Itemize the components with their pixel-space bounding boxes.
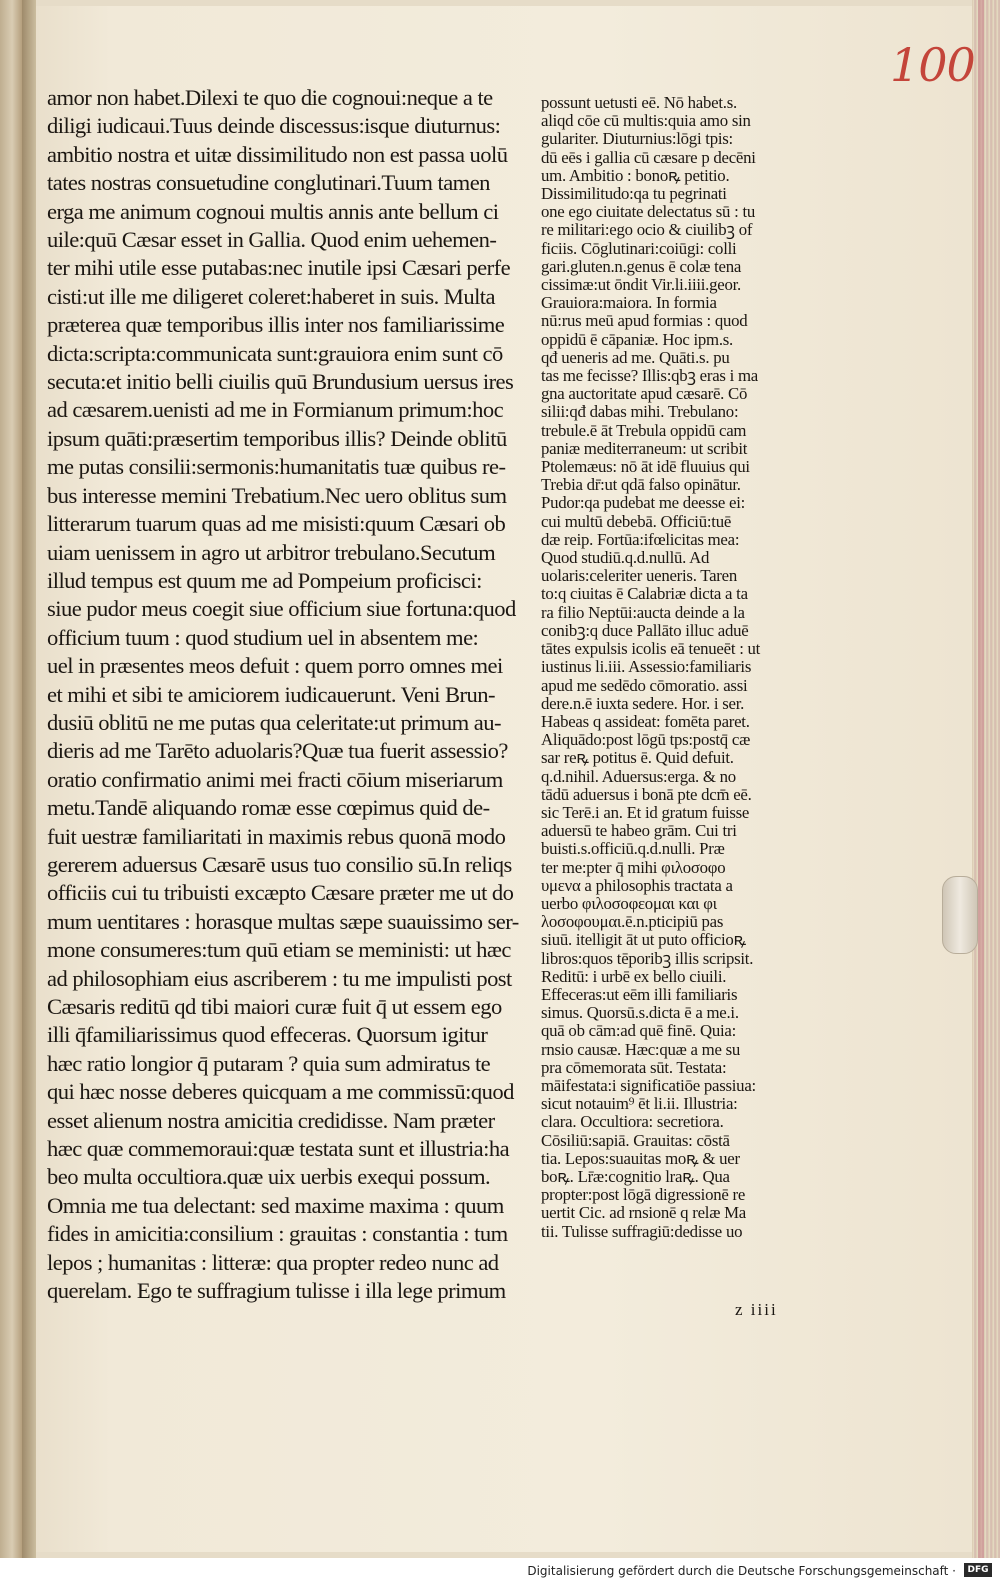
commentary-line: tas me fecisse? Illis:qbꝫ eras i ma [541,366,758,386]
main-text-line: metu.Tandē aliquando romæ esse cœpimus quid de- [47,795,490,821]
commentary-line: nū:rus meū apud formias : quod [541,311,748,331]
commentary-line: gulariter. Diuturnius:lōgi tpis: [541,129,733,149]
main-text-line: me putas consilii:sermonis:humanitatis tuæ quibus re- [47,454,506,480]
main-text-line: ter mihi utile esse putabas:nec inutile ipsi Cæsari perfe [47,255,511,281]
commentary-column [541,94,953,1241]
commentary-line: aliqd cōe cū multis:quia amo sin [541,111,751,131]
commentary-line: siuū. itelligit āt ut puto officioꝶ [541,930,746,950]
commentary-line: qđ ueneris ad me. Quāti.s. pu [541,347,730,367]
main-text-line: mone consumeres:tum quū etiam se meministi: ut hæc [47,937,511,963]
main-text-line: querelam. Ego te suffragium tulisse i illa lege primum [47,1278,506,1304]
main-text-line: qui hæc nosse deberes quicquam a me commissū:quod [47,1079,514,1105]
main-text-line: uiam uenissem in agro ut arbitror trebulano.Secutum [47,539,496,565]
main-text-line: illud tempus est quum me ad Pompeium proficisci: [47,567,482,593]
commentary-line: uertit Cic. ad rnsionē q relæ Ma [541,1203,746,1223]
main-text-line: præterea quæ temporibus illis inter nos familiarissime [47,312,505,338]
commentary-line: uolaris:celeriter ueneris. Taren [541,566,737,586]
commentary-line: propter:post lōgā digressionē re [541,1185,746,1205]
main-text-column [47,84,527,1305]
main-text-line: lepos ; humanitas : litteræ: qua propter redeo nunc ad [47,1249,499,1275]
main-text-line: ipsum quāti:præsertim temporibus illis? Deinde oblitū [47,425,507,451]
commentary-line: gari.gluten.n.genus ē colæ tena [541,256,742,276]
main-text-line: hæc quæ commemoraui:quæ testata sunt et illustria:ha [47,1136,510,1162]
main-text-line: ambitio nostra et uitæ dissimilitudo non est passa uolū [47,141,508,167]
main-text-line: erga me animum cognoui multis annis ante bellum ci [47,198,499,224]
main-text-line: ad cæsarem.uenisti ad me in Formianum primum:hoc [47,397,504,423]
commentary-line: boꝶ. Lr̄æ:cognitio lraꝶ. Qua [541,1166,730,1186]
commentary-line: ter me:pter q̄ mihi φιλοσοφο [541,857,726,877]
main-text-line: fuit uestræ familiaritati in maximis rebus quonā modo [47,823,506,849]
commentary-line: υμενα a philosophis tractata a [541,875,733,895]
commentary-line: one ego ciuitate delectatus sū : tu [541,202,755,222]
commentary-line: Aliquādo:post lōgū tps:postq̄ cæ [541,730,751,750]
footer-bar [0,1558,1000,1585]
folio-number: 100 [890,38,975,92]
commentary-line: tii. Tulisse suffragiū:dedisse uo [541,1221,743,1241]
main-text-line: esset alienum nostra amicitia credidisse. Nam præter [47,1107,495,1133]
commentary-line: Dissimilitudo:qa tu pegrinati [541,184,727,204]
commentary-line: ficiis. Cōglutinari:coiūgi: colli [541,238,737,258]
commentary-line: buisti.s.officiū.q.d.nulli. Præ [541,839,725,859]
main-text-line: bus interesse memini Trebatium.Nec uero oblitus sum [47,482,507,508]
commentary-line: trebule.ē āt Trebula oppidū cam [541,420,747,440]
signature-mark: z iiii [735,1300,778,1319]
commentary-line: tātes expulsis icolis eā tenueēt : ut [541,639,761,659]
commentary-line: iustinus li.iii. Assessio:familiaris [541,657,752,677]
main-text-line: Omnia me tua delectant: sed maxime maxima : quum [47,1192,504,1218]
red-edge-stain [978,0,984,1558]
main-text-line: dusiū oblitū ne me putas qua celeritate:ut primum au- [47,709,501,735]
commentary-line: Cōsiliū:sapiā. Grauitas: cōstā [541,1130,730,1150]
commentary-line: simus. Quorsū.s.dicta ē a me.i. [541,1003,739,1023]
main-text-line: oratio confirmatio animi mei fracti cōium miseriarum [47,766,503,792]
commentary-line: gna auctoritate apud cæsarē. Cō [541,384,748,404]
main-text-line: siue pudor meus coegit siue officium siue fortuna:quod [47,596,516,622]
commentary-line: oppidū ē cāpaniæ. Hoc ipm.s. [541,329,734,349]
main-text-line: gererem aduersus Cæsarē usus tuo consilio sū.In reliqs [47,851,512,877]
main-text-line: tates nostras consuetudine conglutinari.Tuum tamen [47,170,490,196]
left-page-edge [0,0,22,1558]
commentary-line: quā ob cām:ad quē finē. Quia: [541,1021,736,1041]
commentary-line: λοσοφουμαι.ē.n.pticipiū pas [541,912,724,932]
main-text-line: diligi iudicaui.Tuus deinde discessus:isque diuturnus: [47,113,501,139]
main-text-line: amor non habet.Dilexi te quo die cognoui:neque a te [47,85,493,110]
commentary-line: tia. Lepos:suauitas moꝶ & uer [541,1148,740,1168]
commentary-line: dere.n.ē iuxta sedere. Hor. i ser. [541,693,745,713]
main-text-line: beo multa occultiora.quæ uix uerbis exequi possum. [47,1164,491,1190]
commentary-line: conibꝫ:q duce Pallāto illuc aduē [541,620,749,640]
page-fore-edge [972,0,1000,1558]
main-text-line: cisti:ut ille me diligeret coleret:haberet in suis. Multa [47,283,496,309]
commentary-line: paniæ mediterraneum: ut scribit [541,438,748,458]
commentary-line: rnsio causæ. Hæc:quæ a me su [541,1039,741,1059]
main-text-line: Cæsaris reditū qd tibi maiori curæ fuit q̄ ut essem ego [47,994,502,1019]
commentary-line: clara. Occultiora: secretiora. [541,1112,724,1132]
commentary-line: dæ reip. Fortūa:ifœlicitas mea: [541,529,740,549]
commentary-line: tādū aduersus i bonā pte dcm̄ eē. [541,784,752,804]
main-text-line: ad philosophiam eius ascriberem : tu me impulisti post [47,965,512,991]
commentary-line: q.d.nihil. Aduersus:erga. & no [541,766,736,786]
main-text-line: hæc ratio longior q̄ putaram ? quia sum admiratus te [47,1050,491,1076]
main-text-line: uile:quū Cæsar esset in Gallia. Quod enim uehemen- [47,227,497,253]
commentary-line: sar reꝶ potitus ē. Quid defuit. [541,748,734,768]
commentary-line: Trebia dr̄:ut qdā falso opinātur. [541,475,741,495]
commentary-line: Effeceras:ut eēm illi familiaris [541,984,738,1004]
commentary-line: uerbo φιλοσοφεομαι και φι [541,893,717,913]
commentary-line: Pudor:qa pudebat me deesse ei: [541,493,746,513]
commentary-line: aduersū te habeo grām. Cui tri [541,821,737,841]
commentary-line: ra filio Neptūi:aucta deinde a la [541,602,745,622]
main-text-line: dicta:scripta:communicata sunt:grauiora enim sunt cō [47,340,503,366]
dfg-logo: DFG [964,1563,992,1577]
commentary-line: possunt uetusti eē. Nō habet.s. [541,93,737,112]
commentary-line: silii:qđ dabas mihi. Trebulano: [541,402,739,422]
main-text-line: officium tuum : quod studium uel in absentem me: [47,624,479,650]
main-text-line: fides in amicitia:consilium : grauitas : constantia : tum [47,1221,508,1247]
commentary-line: cui multū debebā. Officiū:tuē [541,511,732,531]
commentary-line: Reditū: i urbē ex bello ciuili. [541,966,727,986]
main-text-line: illi q̄familiarissimus quod effeceras. Quorsum igitur [47,1022,488,1048]
commentary-line: Ptolemæus: nō āt idē fluuius qui [541,457,750,477]
main-text-line: litterarum tuarum quas ad me misisti:quum Cæsari ob [47,511,506,537]
commentary-line: Habeas q assideat: fomēta paret. [541,711,750,731]
binding-gutter [22,0,36,1558]
commentary-line: Quod studiū.q.d.nullū. Ad [541,548,710,568]
commentary-line: re militari:ego ocio & ciuilibꝫ of [541,220,753,240]
main-text-line: officiis cui tu tribuisti excæpto Cæsare præter me ut do [47,880,514,906]
main-text-line: secuta:et initio belli ciuilis quū Brundusium uersus ires [47,369,514,395]
main-text-line: uel in præsentes meos defuit : quem porro omnes mei [47,653,503,679]
commentary-line: dū eēs i gallia cū cæsare p decēni [541,147,756,167]
commentary-line: cissimæ:ut ōndit Vir.li.iiii.geor. [541,275,741,295]
commentary-line: pra cōmemorata sūt. Testata: [541,1057,727,1077]
commentary-line: sic Terē.i an. Et id gratum fuisse [541,802,750,822]
commentary-line: sicut notauim⁹ ēt li.ii. Illustria: [541,1094,738,1114]
commentary-line: māifestata:i significatiōe passiua: [541,1075,756,1095]
footer-credit: Digitalisierung gefördert durch die Deutsche Forschungsgemeinschaft · [527,1564,956,1578]
commentary-line: to:q ciuitas ē Calabriæ dicta a ta [541,584,748,604]
main-text-line: mum uentitares : horasque multas sæpe suauissimo ser- [47,908,519,934]
commentary-line: apud me sedēdo cōmoratio. assi [541,675,748,695]
commentary-line: libros:quos tēporibꝫ illis scripsit. [541,948,754,968]
commentary-line: um. Ambitio : bonoꝶ petitio. [541,165,730,185]
commentary-line: Grauiora:maiora. In formia [541,293,717,313]
main-text-line: et mihi et sibi te amiciorem iudicauerunt. Veni Brun- [47,681,495,707]
main-text-line: dieris ad me Tarēto aduolaris?Quæ tua fuerit assessio? [47,738,508,764]
